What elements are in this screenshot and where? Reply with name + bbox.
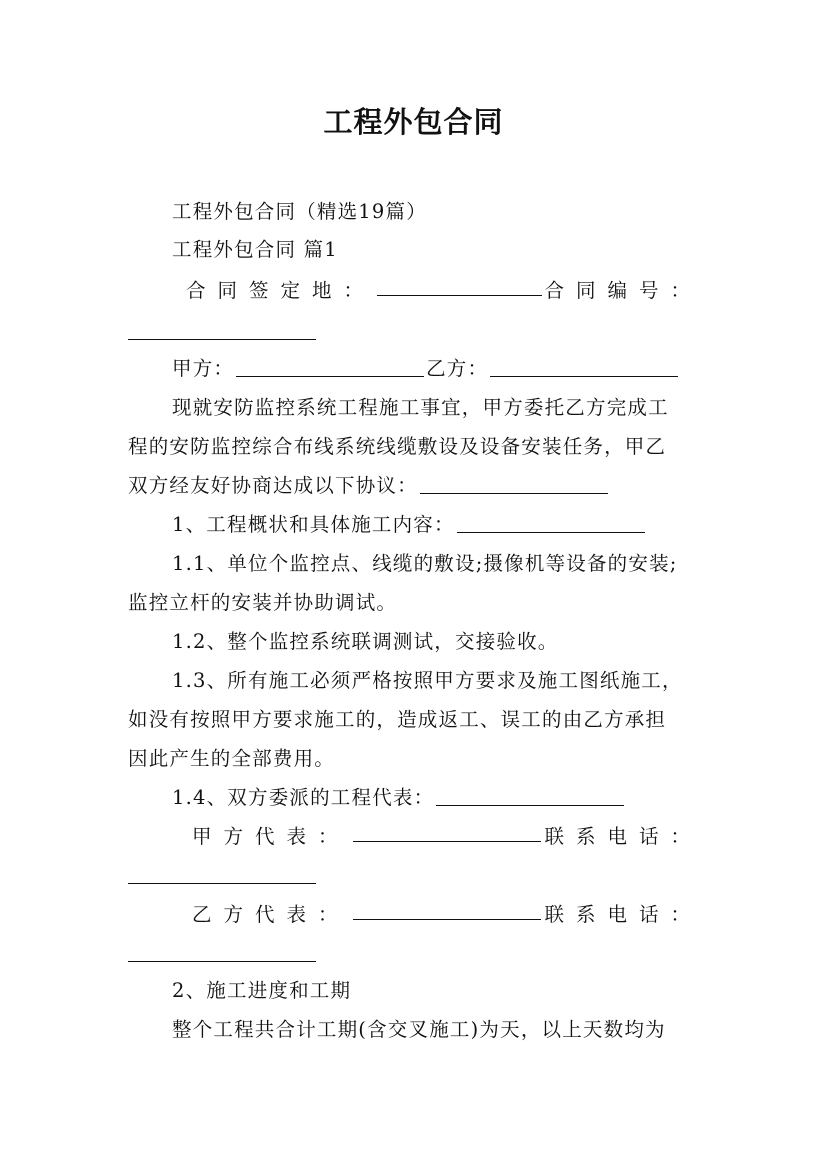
rep-b-blank[interactable] xyxy=(353,901,541,920)
sign-place-row xyxy=(128,277,702,305)
clause-1-3-line-3: 因此产生的全部费用。 xyxy=(128,747,336,770)
contract-no-row xyxy=(128,318,702,346)
intro-line-1: 现就安防监控系统工程施工事宜，甲方委托乙方完成工 xyxy=(172,396,669,419)
rep-a-contact-label: 联系电话： xyxy=(544,825,702,848)
section-2-text: 整个工程共合计工期(含交叉施工)为天，以上天数均为 xyxy=(172,1018,666,1041)
section-1-row xyxy=(128,511,746,539)
agreement-blank[interactable] xyxy=(420,475,608,494)
document-title: 工程外包合同 xyxy=(323,105,504,139)
intro-line-2: 程的安防监控综合布线系统线缆敷设及设备安装任务，甲乙 xyxy=(128,435,667,458)
intro-line-3-text: 双方经友好协商达成以下协议： xyxy=(128,474,418,497)
rep-b-label: 乙方代表： xyxy=(192,903,350,926)
rep-b-contact-label: 联系电话： xyxy=(544,903,702,926)
representative-blank[interactable] xyxy=(436,787,624,806)
intro-line-3 xyxy=(128,472,702,500)
rep-a-contact-blank[interactable] xyxy=(128,865,316,884)
rep-a-row xyxy=(128,823,702,851)
party-b-blank[interactable] xyxy=(490,358,678,377)
clause-1-4-row xyxy=(128,784,746,812)
party-b-label: 乙方： xyxy=(426,357,489,380)
section-1-blank[interactable] xyxy=(457,514,645,533)
rep-b-contact-blank[interactable] xyxy=(128,943,316,962)
party-a-label: 甲方： xyxy=(172,357,235,380)
section-2-heading: 2、施工进度和工期 xyxy=(172,979,352,1002)
clause-1-4-text: 1.4、双方委派的工程代表： xyxy=(172,786,435,809)
rep-b-row xyxy=(128,901,702,929)
sign-place-label: 合同签定地： xyxy=(186,279,376,302)
rep-a-label: 甲方代表： xyxy=(192,825,350,848)
rep-a-blank[interactable] xyxy=(353,823,541,842)
clause-1-1-line-2: 监控立杆的安装并协助调试。 xyxy=(128,591,398,614)
clause-1-3-line-2: 如没有按照甲方要求施工的，造成返工、误工的由乙方承担 xyxy=(128,708,667,731)
contract-no-blank[interactable] xyxy=(128,321,316,340)
clause-1-1-line-1: 1.1、单位个监控点、线缆的敷设;摄像机等设备的安装; xyxy=(172,552,678,575)
rep-b-contact-row xyxy=(128,940,702,968)
contract-no-label: 合同编号： xyxy=(544,279,702,302)
clause-1-3-line-1: 1.3、所有施工必须严格按照甲方要求及施工图纸施工， xyxy=(172,669,683,692)
party-row xyxy=(128,355,746,383)
section-1-heading: 1、工程概状和具体施工内容： xyxy=(172,513,455,536)
subtitle: 工程外包合同（精选19篇） xyxy=(172,200,427,223)
part-heading: 工程外包合同 篇1 xyxy=(172,238,338,261)
party-a-blank[interactable] xyxy=(236,358,424,377)
rep-a-contact-row xyxy=(128,862,702,890)
clause-1-2: 1.2、整个监控系统联调测试，交接验收。 xyxy=(172,630,559,653)
sign-place-blank[interactable] xyxy=(377,277,542,296)
